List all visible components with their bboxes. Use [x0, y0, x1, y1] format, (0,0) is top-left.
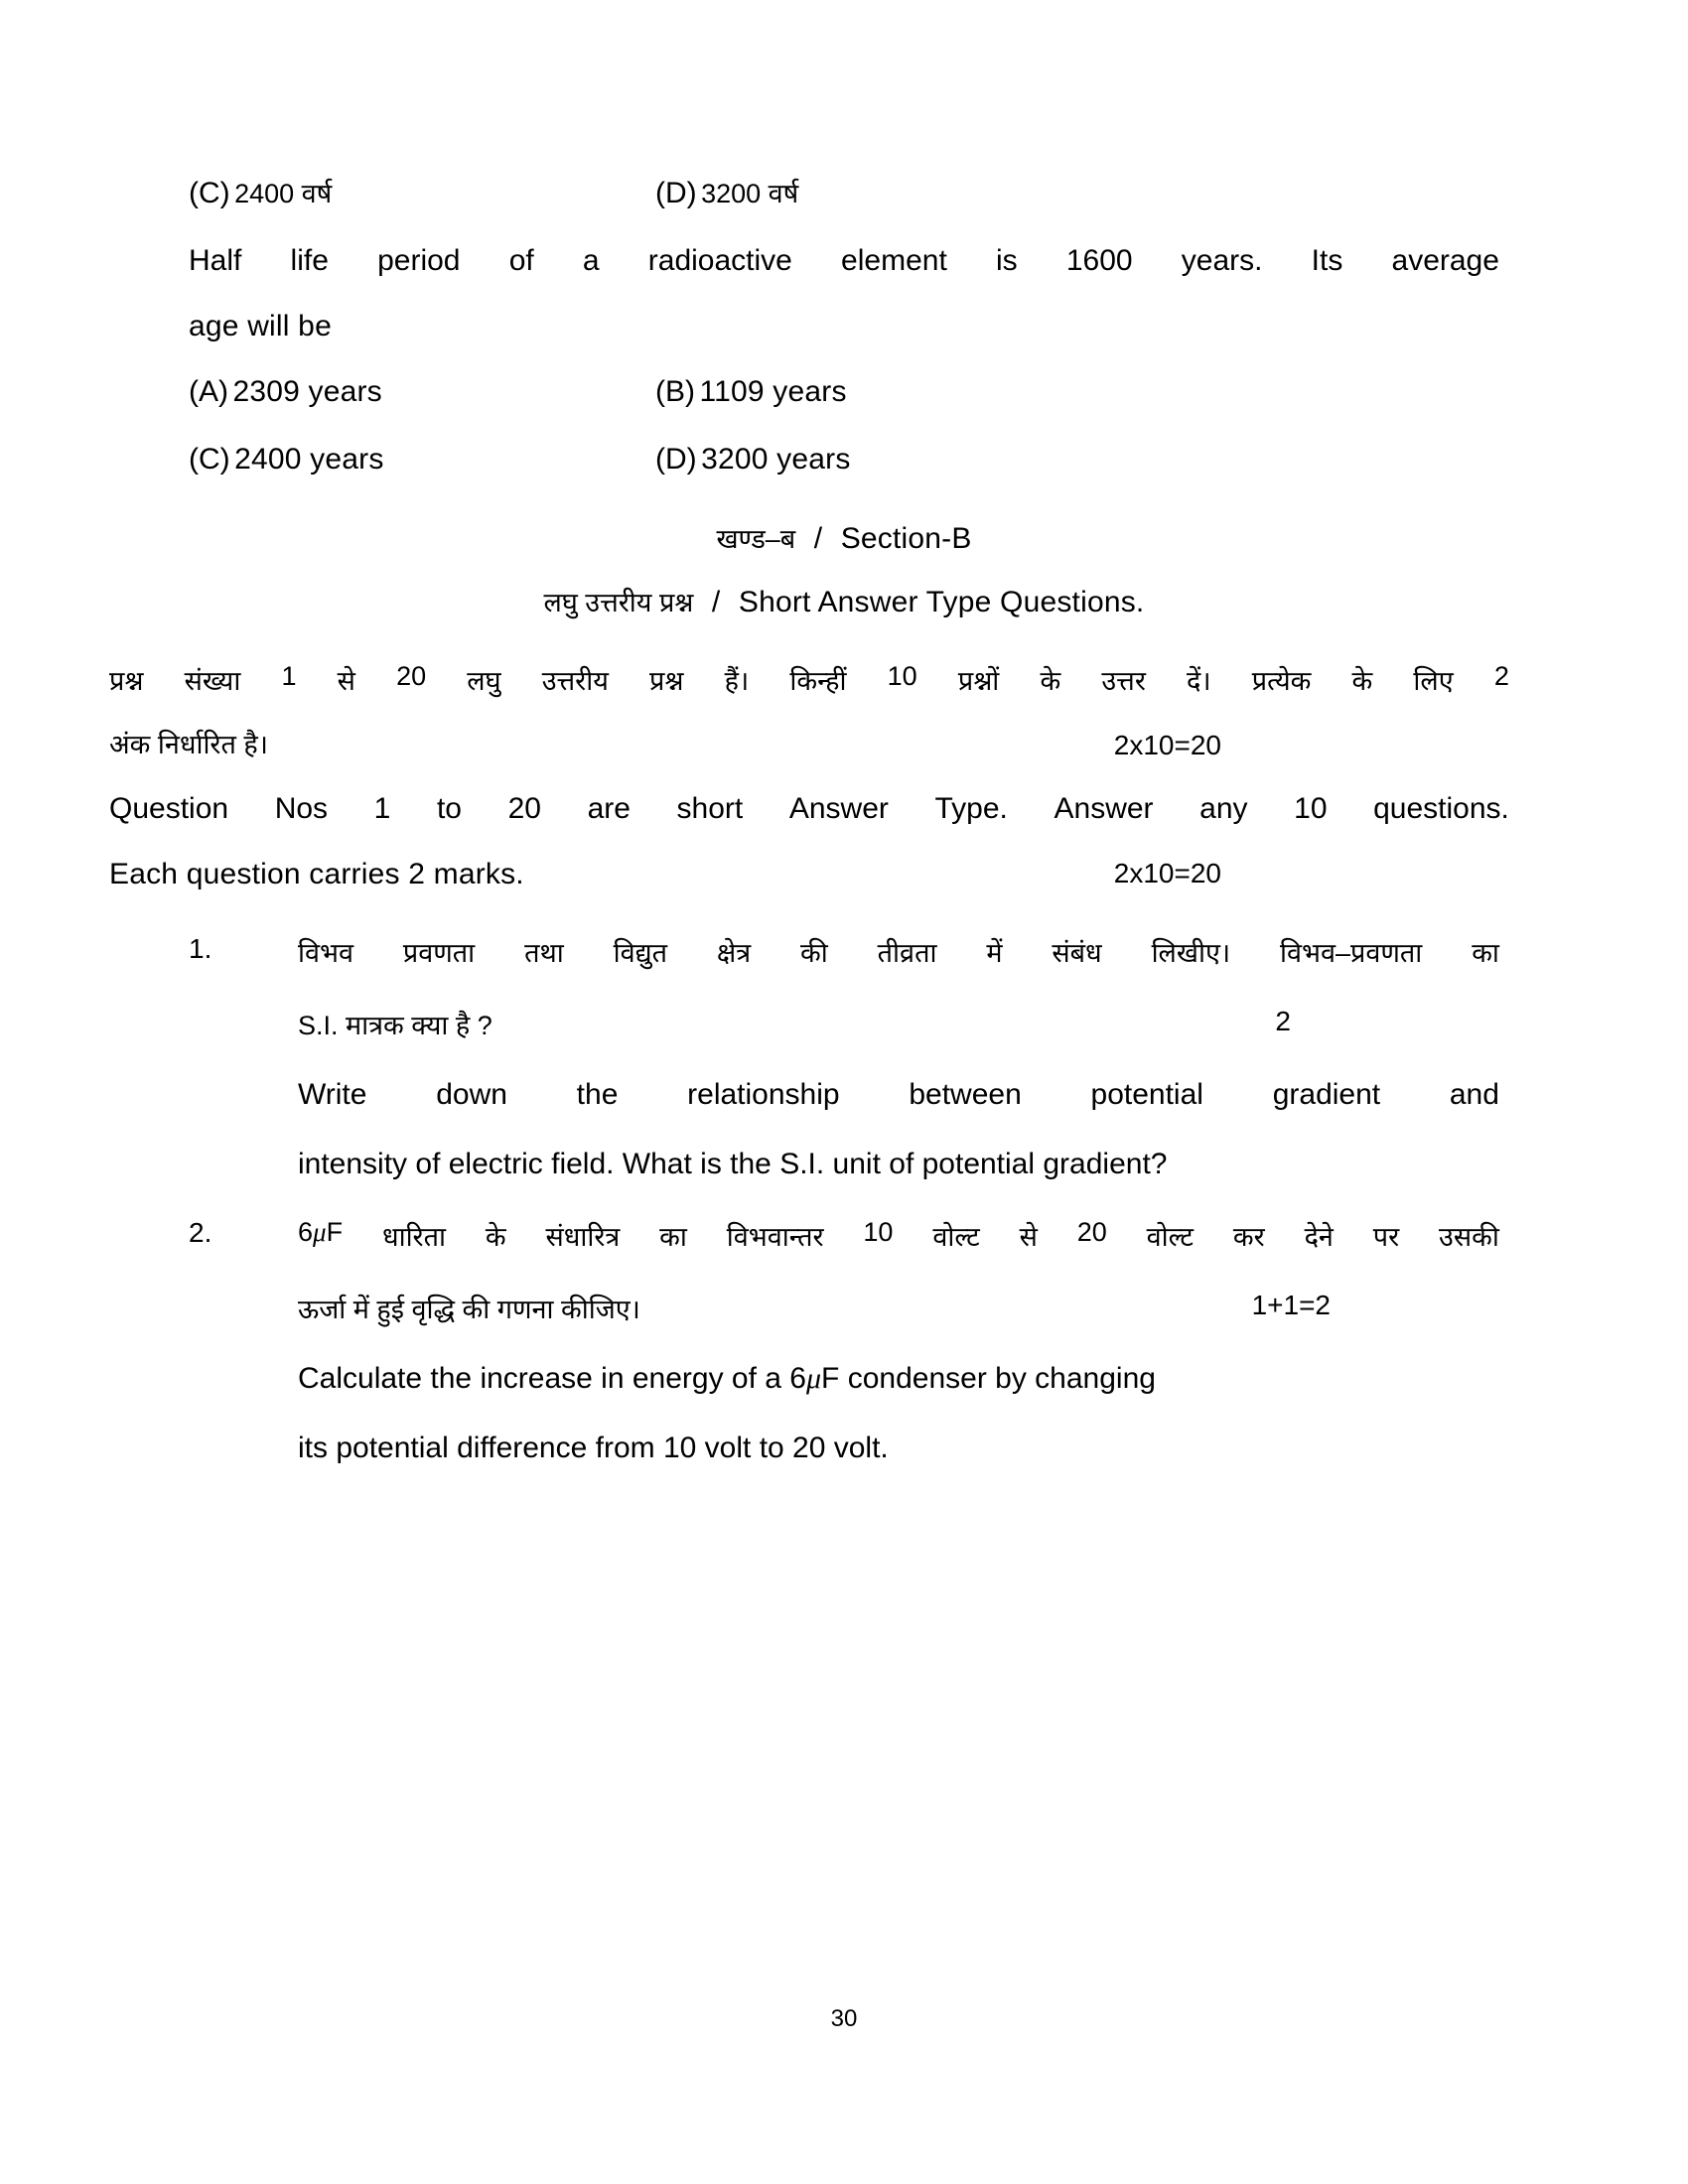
word: any [1199, 792, 1248, 825]
word: से [337, 666, 355, 696]
instructions-block [109, 661, 1509, 889]
instructions-hindi-marks: 2x10=20 [1113, 730, 1221, 760]
word: संबंध [1052, 938, 1102, 968]
option-d-value: 3200 वर्ष [701, 179, 799, 208]
word: a [582, 244, 600, 277]
question-2-marks: 1+1=2 [1251, 1290, 1331, 1320]
option-c-hindi [189, 174, 655, 210]
short-answer-heading [189, 588, 1499, 617]
question-2-english-line-1-a: Calculate the increase in energy of a 6 [298, 1362, 806, 1395]
word: हैं। [724, 666, 750, 696]
question-2-number: 2. [189, 1217, 212, 1248]
mcq-option-b-value: 1109 years [699, 375, 847, 408]
instructions-hindi-line-2 [109, 732, 1509, 758]
word: का [659, 1222, 687, 1252]
word: 2 [1493, 661, 1509, 691]
word: Half [189, 244, 242, 277]
word: life [290, 244, 329, 277]
word: वोल्ट [932, 1222, 980, 1252]
page-content [109, 174, 1509, 1501]
word: वोल्ट [1146, 1222, 1195, 1252]
question-2-english-line-1-mu: μ [805, 1362, 822, 1395]
question-2-english-line-1 [298, 1362, 1499, 1396]
word: relationship [687, 1078, 840, 1111]
question-2-hindi-line-2 [298, 1290, 1499, 1326]
word: potential [1090, 1078, 1203, 1111]
word: प्रश्न [649, 666, 684, 696]
mcq-option-a-label: (A) [189, 375, 228, 408]
word: कर [1232, 1222, 1265, 1252]
instructions-english-line-2-text: Each question carries 2 marks. [109, 858, 524, 890]
word: 10 [863, 1217, 894, 1247]
word: are [587, 792, 631, 825]
word: संधारित्र [545, 1222, 621, 1252]
word: उसकी [1439, 1222, 1499, 1252]
word: average [1391, 244, 1499, 277]
word: between [909, 1078, 1022, 1111]
word: period [377, 244, 461, 277]
instructions-hindi-line-1-text [109, 661, 1509, 698]
question-2-english-line-2 [298, 1432, 1499, 1465]
word: of [508, 244, 534, 277]
word: विभवान्तर [726, 1222, 824, 1252]
instructions-english-marks: 2x10=20 [1113, 858, 1221, 888]
word: उत्तरीय [541, 666, 609, 696]
question-1-marks: 2 [1275, 1006, 1291, 1036]
mcq-stem-line-2 [189, 312, 1499, 341]
section-b-heading [189, 524, 1499, 554]
mcq-option-d [655, 443, 1499, 477]
mcq-stem-line-1-text [189, 244, 1499, 278]
mcq-option-d-value: 3200 years [701, 443, 851, 476]
word: किन्हीं [789, 666, 847, 696]
word: पर [1372, 1222, 1400, 1252]
word: से [1019, 1222, 1038, 1252]
word: धारिता [381, 1222, 446, 1252]
word: 6μF [298, 1217, 344, 1247]
word: प्रश्नों [957, 666, 1000, 696]
short-answer-heading-separator: / [711, 586, 721, 618]
word: तथा [524, 938, 564, 968]
word: Nos [274, 792, 329, 825]
word: 20 [1076, 1217, 1107, 1247]
question-1-english-line-2-text: intensity of electric field. What is the S.I. unit of potential gradient? [298, 1148, 1168, 1180]
mcq-options-row-cd [189, 443, 1499, 477]
short-answer-heading-hindi: लघु उत्तरीय प्रश्न [543, 588, 694, 617]
section-b-heading-hindi: खण्ड–ब [716, 524, 796, 554]
word: में [986, 938, 1003, 968]
mcq-option-b-label: (B) [655, 375, 695, 408]
question-2-hindi-line-2-text: ऊर्जा में हुई वृद्धि की गणना कीजिए। [298, 1295, 640, 1324]
word: उत्तर [1101, 666, 1146, 696]
word: विभव–प्रवणता [1280, 938, 1423, 968]
word: 10 [1294, 792, 1328, 825]
question-1-english-line-1 [298, 1078, 1499, 1112]
word: क्षेत्र [716, 938, 752, 968]
word: के [1351, 666, 1373, 696]
word: देने [1304, 1222, 1334, 1252]
word: विद्युत [613, 938, 667, 968]
word: की [800, 938, 828, 968]
mcq-option-c-value: 2400 years [234, 443, 384, 476]
instructions-english-line-1 [109, 792, 1509, 826]
instructions-english-line-2 [109, 860, 1509, 889]
question-2-hindi-line-1 [298, 1217, 1499, 1254]
question-2-body [298, 1217, 1499, 1465]
word: 10 [887, 661, 917, 691]
word: दें। [1187, 666, 1211, 696]
mcq-stem-line-1 [189, 244, 1499, 278]
word: 1 [373, 792, 391, 825]
mcq-option-a [189, 375, 655, 409]
word: लघु [467, 666, 501, 696]
word: element [841, 244, 947, 277]
mcq-option-a-value: 2309 years [232, 375, 382, 408]
word: 1 [281, 661, 297, 691]
word: radioactive [647, 244, 792, 277]
instructions-hindi-line-1 [109, 661, 1509, 698]
word: का [1472, 938, 1499, 968]
question-1-english-line-2 [298, 1148, 1499, 1181]
word: के [485, 1222, 506, 1252]
question-1-hindi-line-2 [298, 1006, 1499, 1042]
short-answer-heading-english: Short Answer Type Questions. [738, 586, 1145, 618]
word: प्रत्येक [1251, 666, 1312, 696]
word: and [1449, 1078, 1499, 1111]
word: लिखीए। [1151, 938, 1231, 968]
question-1-number: 1. [189, 933, 212, 964]
section-b-heading-english: Section-B [840, 522, 972, 555]
question-2-english-line-1-b: F condenser by changing [821, 1362, 1156, 1395]
word: विभव [298, 938, 353, 968]
option-d-label: (D) [655, 177, 697, 209]
mcq-stem-line-2-text: age will be [189, 310, 332, 342]
mcq-option-c [189, 443, 655, 477]
word: 20 [396, 661, 427, 691]
word: प्रवणता [402, 938, 476, 968]
word: Answer [788, 792, 889, 825]
mcq-option-c-label: (C) [189, 443, 230, 476]
word: years. [1181, 244, 1263, 277]
word: Type. [934, 792, 1008, 825]
word: questions. [1373, 792, 1509, 825]
mcq-option-b [655, 375, 1499, 409]
word: के [1040, 666, 1061, 696]
word: लिए [1413, 666, 1454, 696]
option-c-value: 2400 वर्ष [234, 179, 333, 208]
word: Question [109, 792, 229, 825]
word: संख्या [184, 666, 241, 696]
word: Its [1311, 244, 1343, 277]
question-2 [189, 1217, 1499, 1465]
section-b-heading-separator: / [813, 522, 823, 555]
word: 1600 [1065, 244, 1133, 277]
question-1 [189, 933, 1499, 1181]
option-c-label: (C) [189, 177, 230, 209]
instructions-hindi-line-2-text: अंक निर्धारित है। [109, 730, 268, 759]
question-2-english-line-2-text: its potential difference from 10 volt to 20 volt. [298, 1432, 889, 1464]
word: down [436, 1078, 507, 1111]
word: to [436, 792, 462, 825]
question-1-hindi-line-1 [298, 933, 1499, 970]
question-1-body [298, 933, 1499, 1181]
word: Answer [1054, 792, 1154, 825]
word: short [676, 792, 744, 825]
word: Write [298, 1078, 367, 1111]
option-d-hindi [655, 174, 1499, 210]
mcq-options-row-ab [189, 375, 1499, 409]
word: is [995, 244, 1018, 277]
word: gradient [1272, 1078, 1381, 1111]
question-1-hindi-line-2-text: S.I. मात्रक क्या है ? [298, 1011, 492, 1040]
word: the [576, 1078, 619, 1111]
previous-question-options-row [189, 174, 1499, 210]
word: प्रश्न [109, 666, 144, 696]
instructions-english-line-1-text [109, 792, 1509, 826]
word: तीव्रता [877, 938, 937, 968]
word: 20 [507, 792, 541, 825]
mcq-option-d-label: (D) [655, 443, 697, 476]
page-number: 30 [830, 2005, 858, 2032]
